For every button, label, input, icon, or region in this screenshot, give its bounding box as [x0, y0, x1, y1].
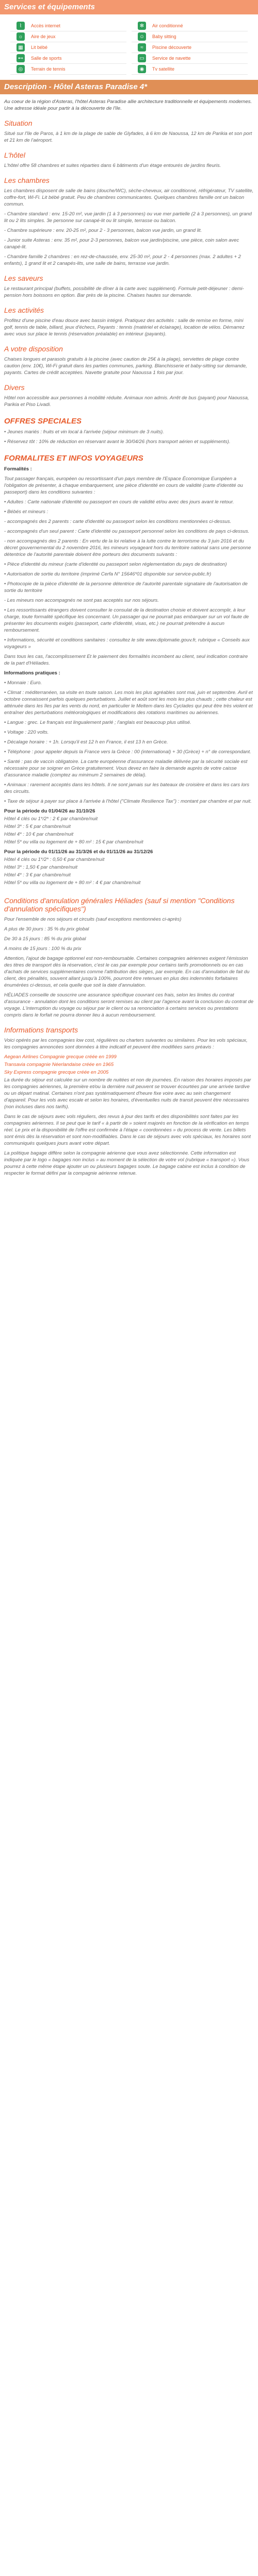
amenity-item — [10, 53, 126, 64]
cancel-line: Pour l'ensemble de nos séjours et circuits (sauf exceptions mentionnées ci-après) — [4, 917, 182, 922]
rate-line: Hôtel 4* : 10 € par chambre/nuit — [4, 832, 74, 837]
misc-heading: Divers — [4, 383, 25, 392]
playground-icon: ☼ — [17, 32, 25, 41]
info-paragraph: • Décalage horaire : + 1h. Lorsqu'il est 12 h en France, il est 13 h en Grèce. — [4, 739, 168, 745]
rooms-standard: - Chambre standard : env. 15-20 m², vue jardin (1 à 3 personnes) ou vue mer partielle (2 à 3 personnes), un grand lit ou 2 lits simples. 3e personne sur canapé-lit ou lit simple, terrasse ou balcon. — [4, 211, 252, 224]
info-paragraph: • Monnaie : Euro. — [4, 680, 42, 686]
airline-item: Aegean Airlines Compagnie grecque créée en 1999 — [4, 1054, 117, 1060]
info-paragraph: • Santé : pas de vaccin obligatoire. La carte européenne d'assurance maladie délivrée par la sécurité sociale est nécessaire pour se soigner en Grèce gratuitement. Vous devez en faire la demande auprès de votre caisse d'assurance maladie (comptez au minimum 2 semaines de délai). — [4, 759, 248, 778]
amenities-grid — [0, 19, 258, 75]
amenity-label: Service de navette — [152, 55, 191, 61]
formalities-paragraph: • Pièce d'identité du mineur (carte d'identité ou passeport selon réglementation du pays de destination) — [4, 562, 227, 567]
dumbbell-icon: ⊷ — [17, 54, 25, 62]
transport-intro — [4, 1037, 254, 1050]
cancel-line: A moins de 15 jours : 100 % du prix — [4, 946, 82, 952]
crib-icon: ▦ — [17, 43, 25, 52]
dispositions-text: Chaises longues et parasols gratuits à la piscine (avec caution de 25€ à la plage), serviettes de plage contre caution (env. 10€), Wi-Fi gratuit dans les parties communes, parking. Blanchisserie et baby-sitting sur demande, payants. Cartes de crédit acceptées. Navette gratuite pour Naoussa 1 fois par jour. — [4, 357, 247, 376]
page — [0, 0, 258, 1180]
tax-rates — [4, 808, 254, 889]
transport-paragraph: Dans le cas de séjours avec vols réguliers, des revus à jour des tarifs et des disponibilités sont faites par les compagnies aériennes. Il se peut que le tarif « à partir de » soient majorés en fonction de la vérification en temps réel. Le prix et la disponibilité de l'offre est confirmée à l'étape « coordonnées » du process de vente. Les billets sont émis dès la réservation et sont non-modifiables. Dans le cas de séjours avec vols spéciaux, les horaires sont communiqués quelques jours avant votre départ. — [4, 1114, 251, 1146]
formalities-heading: FORMALITES ET INFOS VOYAGEURS — [4, 454, 143, 463]
amenity-label: Tv satellite — [152, 66, 175, 72]
rooms-superior: - Chambre supérieure : env. 20-25 m², pour 2 - 3 personnes, balcon vue jardin, un grand lit. — [4, 228, 202, 233]
airlines-list — [4, 1054, 254, 1076]
amenity-item — [10, 42, 126, 53]
info-paragraph: • Animaux : rarement acceptés dans les hôtels. Il ne sont jamais sur les bateaux de croisière et dans les cars lors des circuits. — [4, 782, 250, 794]
amenity-item — [132, 53, 248, 64]
shuttle-icon: ▭ — [138, 54, 146, 62]
amenity-item — [132, 21, 248, 31]
rooms-heading: Les chambres — [4, 176, 50, 184]
info-subheading: Informations pratiques : — [4, 670, 60, 676]
airline-item: Sky Express compagnie grecque créée en 2005 — [4, 1070, 109, 1075]
offer-item: • Jeunes mariés : fruits et vin local à l'arrivée (séjour minimum de 3 nuits). — [4, 429, 164, 435]
rooms-junior: - Junior suite Asteras : env. 35 m², pour 2-3 personnes, balcon vue jardin/piscine, une pièce, coin salon avec canapé-lit. — [4, 238, 239, 250]
info-paragraph: • Climat : méditerranéen, sa visite en toute saison. Les mois les plus agréables sont mai, juin et septembre. Avril et octobre connaissent parfois quelques perturbations. Juillet et août sont les mois les plus chauds ; cette chaleur est atténuée dans les îles par les vents du nord, en particulier le Meltem dans les Cyclades qui peut être très violent et entraîner des perturbations météorologiques et modifications des rotations maritimes ou aériennes. — [4, 690, 253, 716]
rate-period-heading: Pour la période du 01/11/26 au 31/3/26 et du 01/11/26 au 31/12/26 — [4, 849, 153, 855]
amenity-label: Baby sitting — [152, 33, 176, 39]
intro-text: Au coeur de la région d'Asteras, l'hôtel Asteras Paradise allie architecture traditionnelle et équipements modernes. Une adresse idéale pour partir à la découverte de l'île. — [4, 99, 252, 111]
amenity-label: Terrain de tennis — [31, 66, 66, 72]
rate-line: Hôtel 3* : 1,50 € par chambre/nuit — [4, 865, 78, 870]
hotel-heading: L'hôtel — [4, 151, 25, 159]
activities-heading: Les activités — [4, 306, 44, 314]
info-paragraph: • Langue : grec. Le français est lingualement parlé ; l'anglais est beaucoup plus utilisé. — [4, 720, 191, 725]
cancel-line: De 30 à 15 jours : 85 % du prix global — [4, 936, 86, 942]
amenity-label: Accès internet — [31, 23, 61, 28]
pool-icon: ≈ — [138, 43, 146, 52]
formalities-paragraph: Dans tous les cas, l'accomplissement Et le paiement des formalités incombent au client, seul indication contraire de la part d'Héliades. — [4, 654, 248, 666]
activities-text: Profitez d'une piscine d'eau douce avec bassin intégré. Pratiquez des activités : salle de remise en forme, mini golf, tennis de table, billard, jeux d'échecs, Payants : tennis (matériel et éclairage), location de vélos. Démarrez avec vous sur place le tennis (réservation préalable) en intérieur (payants). — [4, 318, 245, 337]
rate-line: Hôtel 5* ou villa ou logement de + 80 m² : 4 € par chambre/nuit — [4, 880, 141, 886]
formalities-paragraph: • Autorisation de sortie du territoire (imprimé Cerfa N° 15646*01 disponible sur service-public.fr) — [4, 571, 212, 577]
baby-icon: ☺ — [138, 32, 146, 41]
formalities-paragraph: • Informations, sécurité et conditions sanitaires : consultez le site www.diplomatie.gouv.fr, rubrique « Conseils aux voyageurs » — [4, 637, 250, 650]
amenity-item — [10, 64, 126, 75]
amenity-item — [10, 21, 126, 31]
situation-text: Situé sur l'île de Paros, à 1 km de la plage de sable de Glyfades, à 6 km de Naoussa, 12 km de Parikia et son port et 21 km de l'aéroport. — [4, 131, 252, 143]
flavors-text: Le restaurant principal (buffets, possibilité de dîner à la carte avec supplément). Formule petit-déjeuner : demi-pension hors boissons en option. Bar près de la piscine. Chaises hautes sur demande. — [4, 286, 244, 298]
amenity-item — [132, 31, 248, 42]
transport-paragraph: La durée du séjour est calculée sur un nombre de nuitées et non de journées. En raison des horaires imposés par les compagnies aériennes, la première et/ou la dernière nuit peuvent se trouver écourtées par une arrivée tardive ou un départ matinal. Certaines n'ont pas systématiquement d'heure fixe voire avec au sein changement d'appareil. Pour les vols avec escale et selon les horaires, d'éventuelles nuits de transit peuvent être nécessaires (non incluses dans nos tarifs). — [4, 1077, 251, 1110]
formalities-paragraph: - Les mineurs non accompagnés ne sont pas acceptés sur nos séjours. — [4, 598, 159, 603]
amenity-item — [132, 64, 248, 75]
amenity-label: Air conditionné — [152, 23, 183, 28]
rooms-text: Les chambres disposent de salle de bains (douche/WC), sèche-cheveux, air conditionné, réfrigérateur, TV satellite, coffre-fort, Wi-Fi. Lit bébé gratuit. Peu de chambres communicantes. Quelques chambres famille ont un balcon commun. — [4, 188, 254, 207]
dispositions-heading: A votre disposition — [4, 345, 63, 353]
satellite-icon: ◉ — [138, 65, 146, 73]
transport-details — [4, 1077, 254, 1177]
hotel-text: L'hôtel offre 58 chambres et suites réparties dans 6 bâtiments d'un étage entourés de jardins fleuris. — [4, 163, 221, 168]
formalities-paragraph: • Bébés et mineurs : — [4, 509, 49, 515]
info-paragraph: • Voltage : 220 volts. — [4, 730, 49, 735]
services-banner: Services et équipements — [0, 0, 258, 14]
amenity-item — [132, 42, 248, 53]
formalities-subheading: Formalités : — [4, 466, 32, 472]
formalities-paragraph: • Photocopie de la pièce d'identité de la personne détentrice de l'autorité parentale signataire de l'autorisation de sortie du territoire — [4, 581, 248, 594]
situation-heading: Situation — [4, 119, 33, 127]
wifi-icon: ⌇ — [17, 22, 25, 30]
amenity-label: Aire de jeux — [31, 33, 56, 39]
rate-line: Hôtel 4 clés ou 1*/2* : 2 € par chambre/nuit — [4, 816, 98, 822]
rate-line: Hôtel 5* ou villa ou logement de + 80 m² : 15 € par chambre/nuit — [4, 839, 143, 845]
info-paragraph: • Taxe de séjour à payer sur place à l'arrivée à l'hôtel ("Climate Resilience Tax") : montant par chambre et par nuit. — [4, 799, 252, 804]
amenity-label: Piscine découverte — [152, 44, 192, 50]
amenities-left — [10, 21, 126, 75]
rate-period-heading: Pour la période du 01/04/26 au 31/10/26 — [4, 808, 95, 814]
info-list — [4, 680, 254, 805]
formalities-list — [4, 476, 254, 667]
formalities-paragraph: - non accompagnés des 2 parents : En vertu de la loi relative à la lutte contre le terrorisme du 3 juin 2016 et du décret gouvernemental du 2 novembre 2016, les mineurs voyageant hors du territoire national sans une personne détentrice de l'autorité parentale doivent être porteurs des documents suivants : — [4, 538, 251, 557]
amenity-label: Lit bébé — [31, 44, 48, 50]
amenities-right — [132, 21, 248, 75]
cancel-heading: Conditions d'annulation générales Héliades (sauf si mention "Conditions d'annulation spécifiques") — [4, 896, 235, 913]
rate-line: Hôtel 3* : 5 € par chambre/nuit — [4, 824, 71, 829]
formalities-paragraph: • Adultes : Carte nationale d'identité ou passeport en cours de validité et/ou avec des jours avant le retour. — [4, 499, 234, 505]
formalities-paragraph: • Les ressortissants étrangers doivent consulter le consulat de la destination choisie et doivent accomplir, à leur charge, toute formalité spécifique les concernant. Un passager qui ne pourrait pas embarquer sur un vol faute de présenter les documents exigés (passeport, carte d'identité, visas, etc.) ne pourrait prétendre à aucun remboursement. — [4, 607, 249, 633]
tennis-icon: ◎ — [17, 65, 25, 73]
cancel-lines — [4, 916, 254, 952]
cancel-paragraph: Attention, l'ajout de bagage optionnel est non-remboursable. Certaines compagnies aériennes exigent l'émission des titres de transport dès la réservation, c'est le cas par exemple pour certains tarifs promotionnels ou en cas d'achats de services supplémentaires comme l'attribution des sièges, par exemple. En cas d'annulation de fait du client, des pénalités, souvent allant jusqu'à 100%, pourront être retenues en plus des indemnités forfaitaires énumérées ci-dessus, et cela quelle que soit la date d'annulation. — [4, 956, 250, 988]
offers-list — [4, 429, 254, 445]
rate-line: Hôtel 4* : 3 € par chambre/nuit — [4, 872, 71, 878]
transport-paragraph: La politique bagage diffère selon la compagnie aérienne que vous avez sélectionnée. Cette information est indiquée par le logo « bagages non inclus » au moment de la sélection de votre vol (rubrique « transport »). Vous pourrez à cette même étape ajouter un ou plusieurs bagages soute. Le bagage cabine est inclus à condition de respecter le format défini par la compagnie aérienne retenue. — [4, 1150, 249, 1176]
transport-paragraph: Voici opérés par les compagnies low cost, régulières ou charters suivantes ou similaires. Pour les vols spéciaux, les compagnies annoncées sont données à titre indicatif et peuvent être modifiées sans préavis : — [4, 1038, 248, 1050]
offers-heading: OFFRES SPECIALES — [4, 417, 82, 426]
cancel-line: A plus de 30 jours : 35 % du prix global — [4, 926, 89, 932]
formalities-paragraph: Tout passager français, européen ou ressortissant d'un pays membre de l'Espace Économique Européen a l'obligation de présenter, à chaque embarquement, une pièce d'identité en cours de validité (carte d'identité ou passeport) dans les conditions suivantes : — [4, 476, 243, 495]
offer-item: • Réservez tôt : 10% de réduction en réservant avant le 30/04/26 (hors transport aérien et suppléments). — [4, 439, 231, 445]
rate-line: Hôtel 4 clés ou 1*/2* : 0,50 € par chambre/nuit — [4, 857, 105, 862]
formalities-paragraph: - accompagnés des 2 parents : carte d'identité ou passeport selon les conditions mentionnées ci-dessus. — [4, 519, 232, 524]
description-content — [0, 98, 258, 1177]
flavors-heading: Les saveurs — [4, 274, 43, 282]
amenity-label: Salle de sports — [31, 55, 62, 61]
formalities-paragraph: - accompagnés d'un seul parent : Carte d'identité ou passeport personnel selon les conditions de pays ci-dessus. — [4, 529, 250, 534]
cancel-paragraphs — [4, 955, 254, 1019]
transport-heading: Informations transports — [4, 1026, 78, 1034]
cancel-paragraph: HÉLIADES conseille de souscrire une assurance spécifique couvrant ces frais, selon les limites du contrat d'assurance - annulation dont les conditions seront remises au client par l'agence avant la conclusion du contrat de voyage. L'interruption du voyage ou séjour par le client ou sa renonciation à certains services ou prestations compris dans le forfait ne pourra donner lieu à aucun remboursement. — [4, 992, 254, 1018]
amenity-item — [10, 31, 126, 42]
airline-item: Transavia compagnie Néerlandaise créée en 1965 — [4, 1062, 114, 1067]
info-paragraph: • Téléphone : pour appeler depuis la France vers la Grèce : 00 (international) + 30 (Grèce) + n° de correspondant. — [4, 749, 251, 755]
misc-text: Hôtel non accessible aux personnes à mobilité réduite. Animaux non admis. Arrêt de bus (payant) pour Naoussa, Parikia et Piso Livadi. — [4, 395, 249, 408]
description-banner: Description - Hôtel Asteras Paradise 4* — [0, 80, 258, 94]
snowflake-icon: ✻ — [138, 22, 146, 30]
rooms-family: - Chambre famille 2 chambres : en rez-de-chaussée, env. 25-30 m², pour 2 - 4 personnes (max. 2 adultes + 2 enfants), 1 grand lit et 2 canapés-lits, une salle de bains, terrasse vue jardin. — [4, 254, 241, 266]
